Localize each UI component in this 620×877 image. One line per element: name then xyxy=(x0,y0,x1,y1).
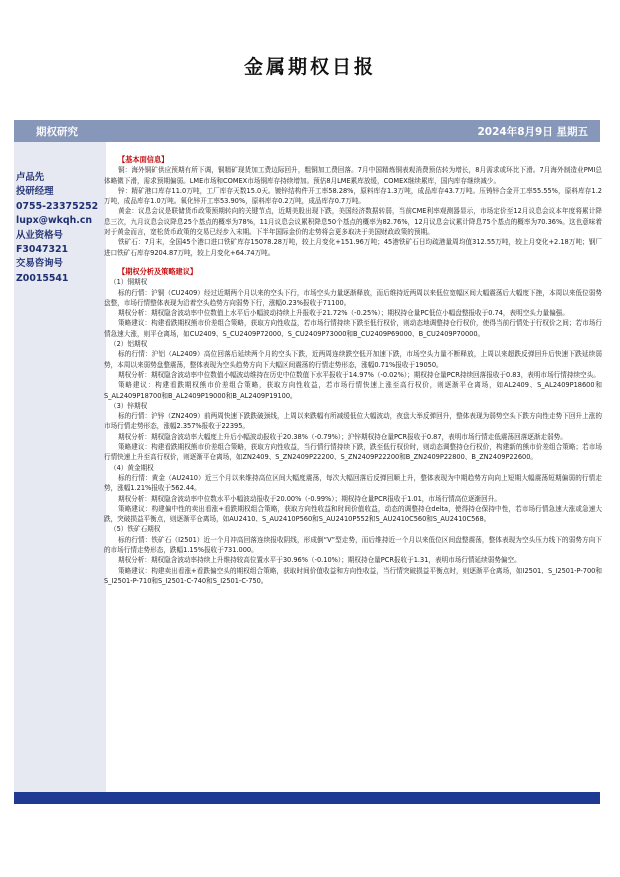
aluminum-trend: 标的行情：沪铝（AL2409）高位回落后延续两个月的空头下跌，近两周连续跌空低开加速下跌，市场空头力量不断释放，上周以来超跌反弹回升后快速下跌延续弱势，本周以来弱势盘整震荡，整体表现为空头趋势方向下大幅区间震荡的行情走势形态，涨幅0.71%报收于19050。 xyxy=(104,350,602,369)
analyst-phone: 0755-23375252 xyxy=(16,200,99,212)
analyst-name: 卢品先 xyxy=(16,172,45,183)
analyst-email: lupx@wkqh.cn xyxy=(16,215,93,227)
section-label: 期权研究 xyxy=(36,126,78,138)
aluminum-title: （2）铝期权 xyxy=(110,340,148,349)
iron-title: （5）铁矿石期权 xyxy=(110,525,161,534)
report-body xyxy=(104,155,602,586)
zinc-strategy: 策略建议：构建看跌期权熊市价差组合策略，获取方向性收益，当行情行情持续下跌，跌至低行权价时，则动态调整持仓行权价，构建新的熊市价差组合策略；若市场行情快速上升至高行权价，则逐渐平仓离场，如ZN2409、S_ZN2409P22200、S_ZN2409P22200和B_ZN2409P22800、B_ZN2409P22600。 xyxy=(104,443,602,462)
footer-bar xyxy=(14,792,600,804)
report-date: 2024年8月9日 星期五 xyxy=(477,126,588,138)
zinc-options: 期权分析：期权隐含波动率大幅度上升后小幅波动报收于20.38%（-0.79%）；沪锌期权持仓量PCR报收于0.87，表明市场行情走低震荡回落逐渐走弱势。 xyxy=(118,432,567,441)
iron-strategy: 策略建议：构建卖出看涨+看跌偏空头的期权组合策略，获取时间价值收益和方向性收益，当行情突破损益平衡点时，则逐渐平仓离场，如I2501、S_I2501-P-700和S_I2501-P-710和S_I2501-C-740和S_I2501-C-750。 xyxy=(104,566,602,585)
gold-title: （4）黄金期权 xyxy=(110,463,154,472)
gold-fundamentals: 黄金：议息会议是联储货币政策预期转向的关键节点，近期美股出现下跌，美国经济数据转弱，当前CME利率观测器显示，市场定价至12月议息会议本年度将累计降息三次，九月议息会议降息25个基点的概率为78%，11月议息会议累积降息50个基点的概率为82.76%，12月议息会议累计降息75个基点的概率为70.36%。这也意味着对于黄金而言，宽松货币政策的交易已经步入末期。下半年国际金价的走势将会更多取决于美国财政政策的预期。 xyxy=(104,207,602,237)
analyst-role: 投研经理 xyxy=(16,186,54,198)
iron-trend: 标的行情：铁矿石（I2501）近一个月冲高回落连续报收阴线，形成倒“V”型走势，而后维持近一个月以来低位区间盘整震荡，整体表现为空头压力线下的弱势方向下的市场行情走势形态，跌幅1.15%报收于731.000。 xyxy=(104,535,602,554)
analysis-heading: 【期权分析及策略建议】 xyxy=(118,266,198,276)
copper-strategy: 策略建议：构建看跌期权熊市价差组合策略，获取方向性收益，若市场行情持续下跌至低行权价，则动态地调整持仓行权价，使得当前行情处于行权价之间；若市场行情急速大涨，则平仓离场，如CU2409、S_CU2409P72000、S_CU2409P73000和B_CU2409P69000、B_CU2409P70000。 xyxy=(104,319,602,338)
aluminum-options: 期权分析：期权隐含波动率中位数值小幅波动维持在历史中位数值下水平报收于14.97%（-0.02%）；期权持仓量PCR持续回落报收于0.83，表明市场行情持续空头。 xyxy=(118,370,600,379)
zinc-fundamentals: 锌：精矿港口库存11.0万吨，工厂库存天数15.0天。镀锌结构件开工率58.28%，原料库存1.3万吨，成品库存43.7万吨。压铸锌合金开工率55.55%，原料库存1.2万吨，成品库存1.0万吨。氧化锌开工率53.90%，原料库存0.2万吨，成品库存0.7万吨。 xyxy=(104,186,602,206)
copper-trend: 标的行情：沪铜（CU2409）经过近期两个月以来的空头下行，市场空头力量逐渐释放，而后维持近两周以来低位宽幅区间大幅震荡后大幅度下挫，本周以来低位弱势盘整，市场行情整体表现为沿着空头趋势方向弱势下行，涨幅0.23%报收于71100。 xyxy=(104,288,602,307)
iron-options: 期权分析：期权隐含波动率持续上升维持较高位置水平于30.96%（-0.10%）；期权持仓量PCR报收于1.31，表明市场行情延续弱势偏空。 xyxy=(118,556,521,565)
zinc-trend: 标的行情：沪锌（ZN2409）前两周快速下跌跌破颈线，上周以来跌幅有所减缓低位大幅波动，夜盘大举反弹回升，整体表现为弱势空头下跌方向性走势下回升上涨的市场行情走势形态，涨幅2.357%报收于22395。 xyxy=(104,412,602,431)
consult-number: Z0015541 xyxy=(16,272,69,284)
iron-fundamentals: 铁矿石：7月末，全国45个港口进口铁矿库存15078.28万吨，较上月变化+151.96万吨；45港铁矿石日均疏港量周均值312.55万吨，较上月变化+2.18万吨；钢厂进口铁矿石库存9204.87万吨，较上月变化+64.74万吨。 xyxy=(104,238,602,257)
gold-options: 期权分析：期权隐含波动率中位数水平小幅波动报收于20.00%（-0.99%）；期权持仓量PCR报收于1.01，市场行情高位逐渐回升。 xyxy=(118,494,501,503)
zinc-title: （3）锌期权 xyxy=(110,401,148,410)
report-title: 金属期权日报 xyxy=(243,56,376,78)
qualification-label: 从业资格号 xyxy=(16,229,63,241)
basic-heading: 【基本面信息】 xyxy=(118,155,169,164)
header-banner xyxy=(14,120,600,142)
copper-fundamentals: 铜：海外铜矿供应预期有所下调，铜精矿现货加工费边际回升，粗铜加工费回落。7月中国精炼铜表观消费预估转为增长，8月需求或环比下滑。7月海外制造业PMI总体略微下滑，需求预期偏弱。LME市场和COMEX市场铜库存持续增加。预估8月LME累库放缓，COMEX继续累库，国内库存继续减少。 xyxy=(104,166,602,185)
copper-title: （1）铜期权 xyxy=(110,278,148,287)
gold-strategy: 策略建议：构建偏中性的卖出看涨+看跌期权组合策略，获取方向性收益和时间价值收益，动态的调整持仓delta，使得持仓保持中性，若市场行情急速大涨或急速大跌，突破损益平衡点，则逐渐平仓离场，如AU2410、S_AU2410P560和S_AU2410P552和S_AU2410C560和S_AU2410C568。 xyxy=(104,504,602,524)
gold-trend: 标的行情：黄金（AU2410）近三个月以来维持高位区间大幅度震荡，每次大幅回落后反弹回顺上升，整体表现为中期趋势方向向上短期大幅震荡短期偏弱的行情走势，涨幅1.21%报收于562.44。 xyxy=(104,473,602,493)
analyst-info xyxy=(16,171,106,286)
consult-label: 交易咨询号 xyxy=(16,258,63,270)
qualification-number: F3047321 xyxy=(16,244,69,256)
copper-options: 期权分析：期权隐含波动率中位数值上水平后小幅波动持续上升报收于21.72%（-0.25%）；期权持仓量PC低位小幅盘整报收于0.74，表明空头力量偏强。 xyxy=(118,309,569,318)
aluminum-strategy: 策略建议：构建看跌期权熊市价差组合策略，获取方向性收益，若市场行情快速上涨至高行权价，则逐渐平仓离场，如AL2409、S_AL2409P18600和S_AL2409P18700和B_AL2409P19000和B_AL2409P19100。 xyxy=(104,381,602,400)
